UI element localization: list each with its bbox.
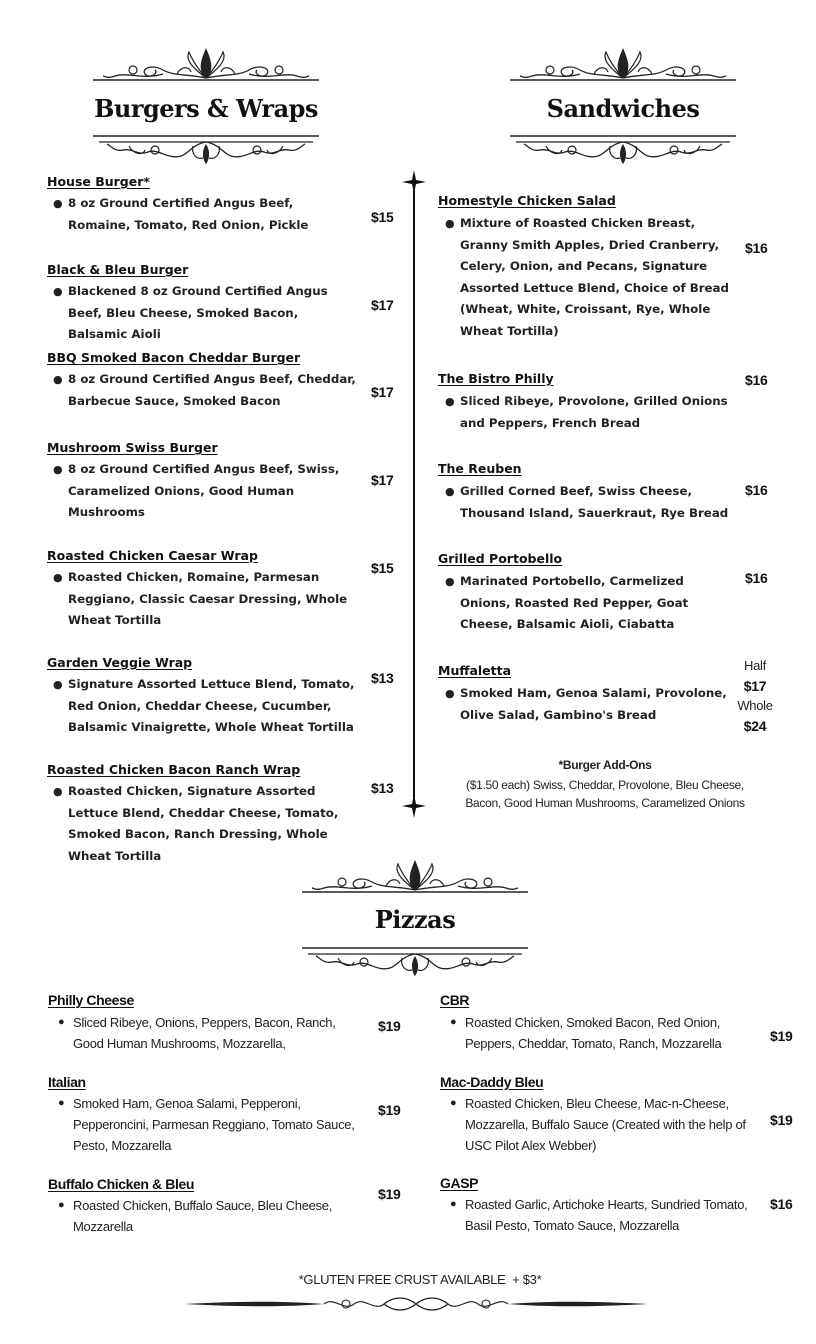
ornament-divider-icon [302,858,528,898]
bullet-icon: ● [450,1198,457,1210]
bullet-icon: ● [53,785,63,798]
bullet-icon: ● [58,1016,65,1028]
menu-item-description: ● Mixture of Roasted Chicken Breast, Granny Smith Apples, Dried Cranberry, Celery, Onion, and Pecans, Signature Assorted Lettuce Blend, Choice of Bread (Wheat, White, Croissant, Rye, Whole Wheat Tortilla) [460,213,740,342]
menu-item-name: Italian [48,1074,86,1090]
menu-item-price-half: $17 [743,678,767,694]
menu-item-name: Homestyle Chicken Salad [438,193,616,208]
price-label-half: Half [744,658,766,673]
menu-item-price: $19 [378,1018,401,1034]
bullet-icon: ● [53,463,63,476]
footer-flourish-icon [184,1294,648,1316]
menu-item-description: ● Marinated Portobello, Carmelized Onions, Roasted Red Pepper, Goat Cheese, Balsamic Aioli, Ciabatta [460,571,725,636]
menu-item-price: $13 [371,670,394,686]
section-title-burgers: Burgers & Wraps [94,94,318,123]
section-title-sandwiches: Sandwiches [546,94,700,123]
menu-item-price: $17 [371,384,394,400]
menu-item-description: ● 8 oz Ground Certified Angus Beef, Cheddar, Barbecue Sauce, Smoked Bacon [68,369,358,412]
menu-item-price: $19 [378,1102,401,1118]
menu-item-description: ● Grilled Corned Beef, Swiss Cheese, Thousand Island, Sauerkraut, Rye Bread [460,481,740,524]
menu-item-price: $19 [770,1112,793,1128]
column-divider [402,170,426,818]
menu-item-price: $16 [745,372,768,388]
menu-item-name: The Reuben [438,461,522,476]
menu-item-price: $19 [770,1028,793,1044]
menu-item-price: $17 [371,472,394,488]
menu-item-name: Mushroom Swiss Burger [47,440,218,455]
menu-item-description: ● Roasted Chicken, Signature Assorted Lettuce Blend, Cheddar Cheese, Tomato, Smoked Bacon, Ranch Dressing, Whole Wheat Tortilla [68,781,362,867]
bullet-icon: ● [53,373,63,386]
menu-item-name: CBR [440,992,470,1008]
menu-item-price: $19 [378,1186,401,1202]
menu-item-description: ● Sliced Ribeye, Provolone, Grilled Onions and Peppers, French Bread [460,391,740,434]
menu-item-price: $15 [371,209,394,225]
bullet-icon: ● [53,678,63,691]
menu-item-price: $16 [745,570,768,586]
bullet-icon: ● [445,575,455,588]
bullet-icon: ● [445,485,455,498]
menu-item-description: ● Signature Assorted Lettuce Blend, Tomato, Red Onion, Cheddar Cheese, Cucumber, Balsamic Vinaigrette, Whole Wheat Tortilla [68,674,360,739]
bullet-icon: ● [58,1199,65,1211]
menu-item-name: The Bistro Philly [438,371,554,386]
menu-item-name: Black & Bleu Burger [47,262,189,277]
menu-item-description: ● Roasted Chicken, Bleu Cheese, Mac-n-Cheese, Mozzarella, Buffalo Sauce (Created with the help of USC Pilot Alex Webber) [465,1093,763,1156]
menu-item-description: ● Roasted Garlic, Artichoke Hearts, Sundried Tomato, Basil Pesto, Tomato Sauce, Mozzarella [465,1194,761,1236]
menu-item-description: ● 8 oz Ground Certified Angus Beef, Swiss, Caramelized Onions, Good Human Mushrooms [68,459,358,524]
bullet-icon: ● [450,1016,457,1028]
bullet-icon: ● [445,217,455,230]
ornament-divider-icon [93,134,319,170]
menu-item-price: $16 [745,240,768,256]
bullet-icon: ● [53,285,63,298]
menu-item-price: $13 [371,780,394,796]
menu-item-description: ● 8 oz Ground Certified Angus Beef, Romaine, Tomato, Red Onion, Pickle [68,193,358,236]
menu-item-description: ● Smoked Ham, Genoa Salami, Provolone, Olive Salad, Gambino's Bread [460,683,736,726]
menu-item-name: Roasted Chicken Bacon Ranch Wrap [47,762,301,777]
menu-item-name: Muffaletta [438,663,512,678]
menu-item-name: Philly Cheese [48,992,134,1008]
menu-item-name: House Burger* [47,174,150,189]
menu-item-name: BBQ Smoked Bacon Cheddar Burger [47,350,301,365]
price-label-whole: Whole [737,698,773,713]
bullet-icon: ● [53,571,63,584]
menu-item-description: ● Smoked Ham, Genoa Salami, Pepperoni, Pepperoncini, Parmesan Reggiano, Tomato Sauce, Pesto, Mozzarella [73,1093,363,1156]
menu-item-price: $17 [371,297,394,313]
bullet-icon: ● [445,687,455,700]
ornament-divider-icon [510,134,736,170]
bullet-icon: ● [445,395,455,408]
menu-item-name: Mac-Daddy Bleu [440,1074,544,1090]
menu-item-description: ● Sliced Ribeye, Onions, Peppers, Bacon, Ranch, Good Human Mushrooms, Mozzarella, [73,1012,363,1054]
addons-text: ($1.50 each) Swiss, Cheddar, Provolone, Bleu Cheese, Bacon, Good Human Mushrooms, Caramelized Onions [465,778,745,810]
menu-item-price: $16 [770,1196,793,1212]
menu-item-price: $16 [745,482,768,498]
menu-item-name: Grilled Portobello [438,551,563,566]
menu-item-name: GASP [440,1175,479,1191]
menu-item-description: ● Roasted Chicken, Smoked Bacon, Red Onion, Peppers, Cheddar, Tomato, Ranch, Mozzarella [465,1012,761,1054]
menu-item-description: ● Roasted Chicken, Buffalo Sauce, Bleu Cheese, Mozzarella [73,1195,363,1237]
menu-item-name: Roasted Chicken Caesar Wrap [47,548,258,563]
menu-item-price: $15 [371,560,394,576]
ornament-divider-icon [510,46,736,86]
menu-item-price-whole: $24 [743,718,767,734]
section-title-pizzas: Pizzas [374,905,456,934]
menu-item-description: ● Blackened 8 oz Ground Certified Angus Beef, Bleu Cheese, Smoked Bacon, Balsamic Aioli [68,281,360,346]
menu-item-name: Buffalo Chicken & Bleu [48,1176,194,1192]
ornament-divider-icon [93,46,319,86]
menu-item-description: ● Roasted Chicken, Romaine, Parmesan Reggiano, Classic Caesar Dressing, Whole Wheat Tortilla [68,567,358,632]
gluten-free-note: *GLUTEN FREE CRUST AVAILABLE + $3* [298,1272,542,1287]
bullet-icon: ● [53,197,63,210]
addons-title: *Burger Add-Ons [558,758,652,772]
bullet-icon: ● [58,1097,65,1109]
ornament-divider-icon [302,946,528,982]
menu-item-name: Garden Veggie Wrap [47,655,193,670]
bullet-icon: ● [450,1097,457,1109]
